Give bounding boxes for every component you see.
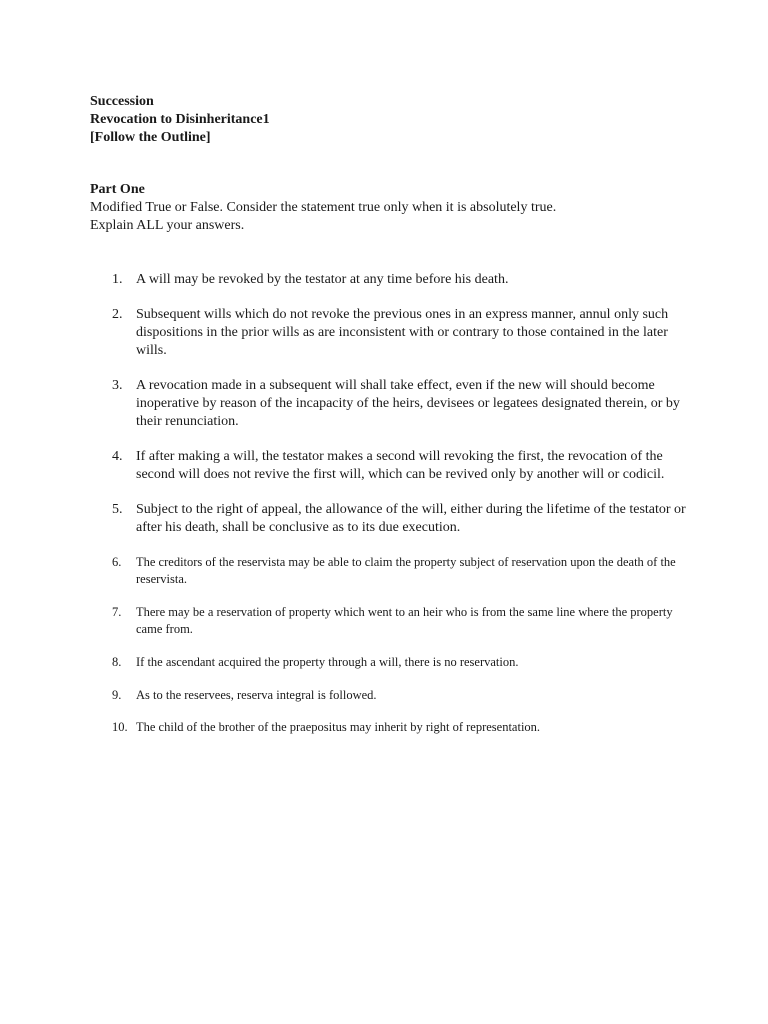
question-item <box>112 448 690 484</box>
question-text: If the ascendant acquired the property through a will, there is no reservation. <box>136 655 519 669</box>
question-item <box>112 604 690 637</box>
instruction-line-1: Modified True or False. Consider the statement true only when it is absolutely true. <box>90 200 557 215</box>
question-text: The child of the brother of the praepositus may inherit by right of representation. <box>136 720 541 734</box>
question-item <box>112 654 690 671</box>
question-list <box>112 271 690 736</box>
question-item <box>112 501 690 537</box>
question-text: A will may be revoked by the testator at any time before his death. <box>136 272 509 287</box>
question-number: 2. <box>112 307 123 322</box>
topic-heading: Revocation to Disinheritance1 <box>90 112 270 127</box>
question-number: 5. <box>112 502 123 517</box>
question-text: Subsequent wills which do not revoke the previous ones in an express manner, annul only such dispositions in the prior wills as are inconsistent with or contrary to those contained in the later wills. <box>136 307 669 358</box>
document-page <box>90 93 690 752</box>
question-item <box>112 377 690 431</box>
question-text: A revocation made in a subsequent will shall take effect, even if the new will should become inoperative by reason of the incapacity of the heirs, devisees or legatees designated therein, or by their renunciation. <box>136 378 680 429</box>
question-number: 10. <box>112 720 128 734</box>
question-number: 4. <box>112 449 123 464</box>
question-item <box>112 271 690 289</box>
question-text: Subject to the right of appeal, the allowance of the will, either during the lifetime of the testator or after his death, shall be conclusive as to its due execution. <box>136 502 686 535</box>
question-number: 6. <box>112 555 122 569</box>
question-item <box>112 306 690 360</box>
subject-heading: Succession <box>90 94 154 109</box>
question-text: The creditors of the reservista may be able to claim the property subject of reservation upon the death of the reservista. <box>136 555 676 586</box>
question-number: 8. <box>112 655 122 669</box>
question-number: 7. <box>112 605 122 619</box>
part-title: Part One <box>90 182 145 197</box>
instruction-line-2: Explain ALL your answers. <box>90 218 245 233</box>
question-number: 1. <box>112 272 123 287</box>
question-item <box>112 687 690 704</box>
question-item <box>112 554 690 587</box>
question-number: 9. <box>112 687 122 702</box>
question-text: As to the reservees, reserva integral is followed. <box>136 687 377 702</box>
outline-note: [Follow the Outline] <box>90 130 211 145</box>
question-text: If after making a will, the testator makes a second will revoking the first, the revocation of the second will does not revive the first will, which can be revived only by another will or codicil. <box>136 449 665 482</box>
question-item <box>112 719 690 736</box>
question-text: There may be a reservation of property which went to an heir who is from the same line where the property came from. <box>136 605 673 636</box>
question-number: 3. <box>112 378 123 393</box>
